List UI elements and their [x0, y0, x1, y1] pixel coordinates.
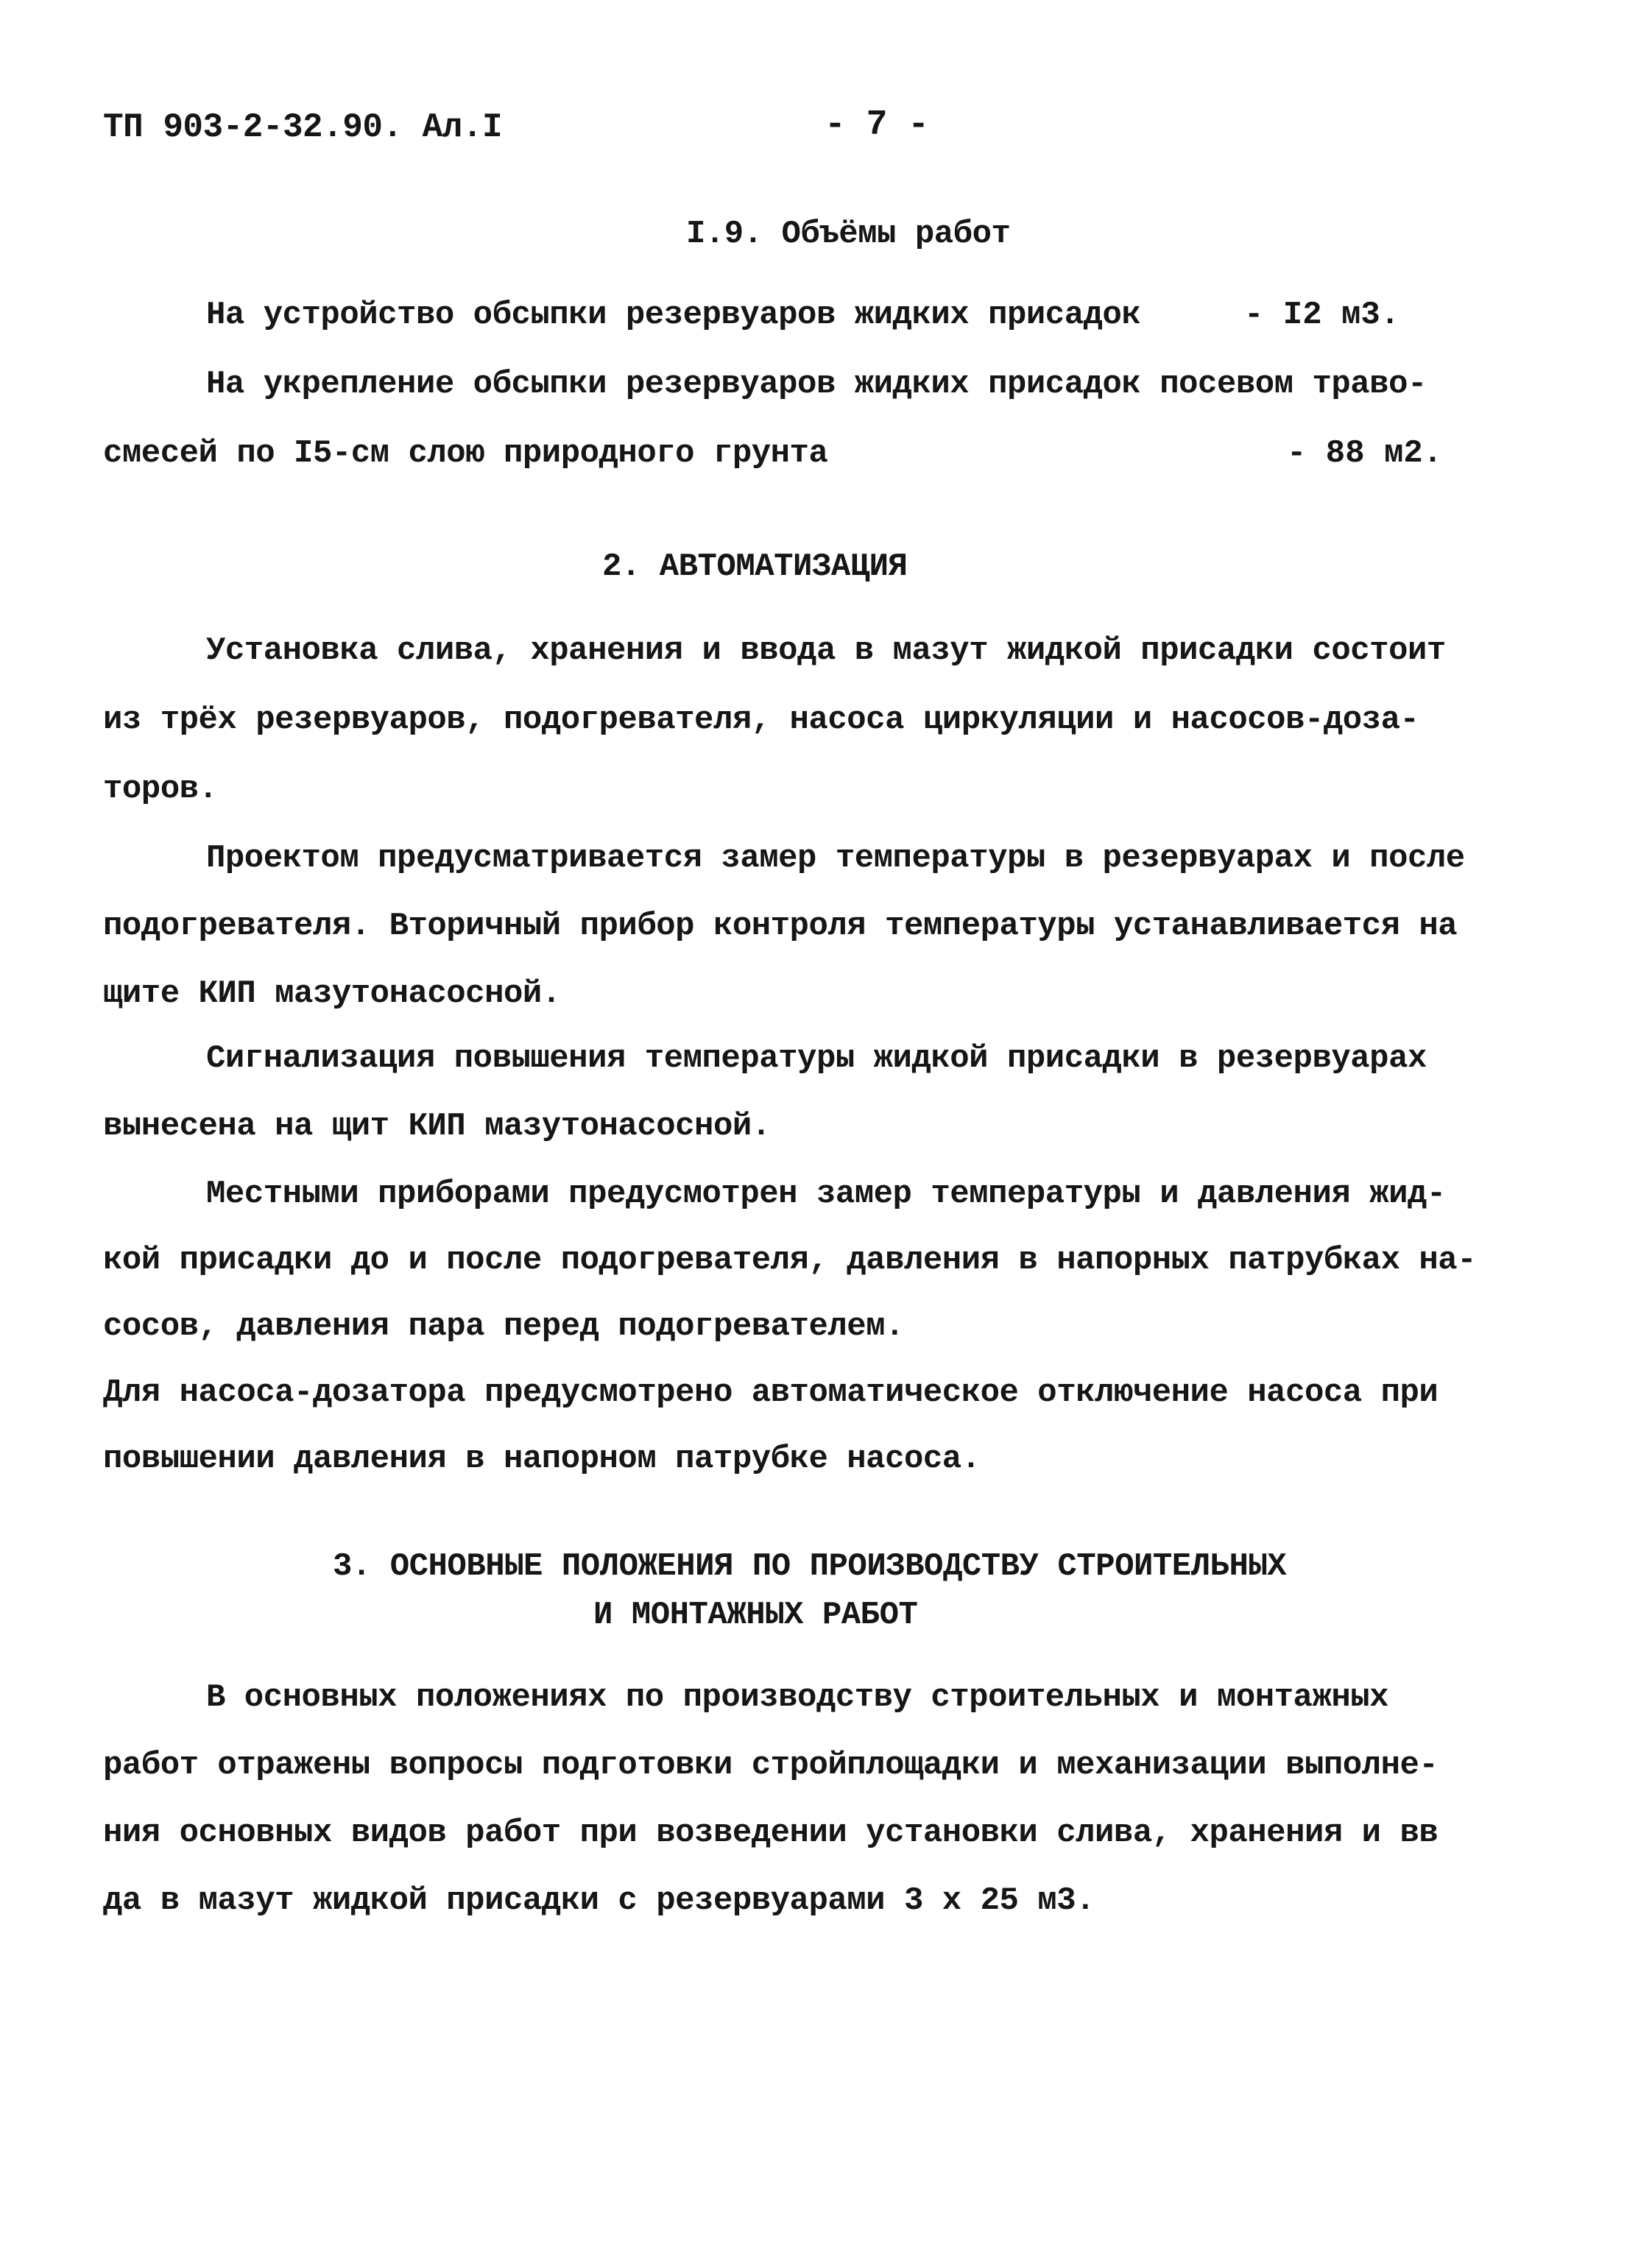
text-line: работ отражены вопросы подготовки стройплощадки и механизации выполне-: [103, 1747, 1439, 1784]
volume-item-1-value: - I2 м3.: [1244, 297, 1400, 333]
volume-item-2-line-2: смесей по I5-см слою природного грунта: [103, 435, 828, 472]
volume-item-1-text: На устройство обсыпки резервуаров жидких присадок: [206, 297, 1141, 333]
page-number: - 7 -: [825, 105, 929, 145]
document-code: ТП 903-2-32.90. Ал.I: [103, 108, 503, 146]
volume-item-2-value: - 88 м2.: [1287, 435, 1443, 472]
text-line: кой присадки до и после подогревателя, давления в напорных патрубках на-: [103, 1242, 1477, 1279]
section-title-3-line-1: 3. ОСНОВНЫЕ ПОЛОЖЕНИЯ ПО ПРОИЗВОДСТВУ СТРОИТЕЛЬНЫХ: [333, 1548, 1287, 1585]
text-line: В основных положениях по производству строительных и монтажных: [206, 1679, 1389, 1716]
text-line: повышении давления в напорном патрубке насоса.: [103, 1441, 981, 1477]
text-line: Сигнализация повышения температуры жидкой присадки в резервуарах: [206, 1040, 1427, 1077]
volume-item-2-line-1: На укрепление обсыпки резервуаров жидких присадок посевом траво-: [206, 366, 1427, 403]
section-title-3-line-2: И МОНТАЖНЫХ РАБОТ: [593, 1597, 918, 1634]
text-line: Местными приборами предусмотрен замер температуры и давления жид-: [206, 1176, 1446, 1212]
text-line: Проектом предусматривается замер температуры в резервуарах и после: [206, 840, 1465, 877]
text-line: сосов, давления пара перед подогревателем.: [103, 1308, 904, 1345]
text-line: торов.: [103, 771, 218, 808]
text-line: да в мазут жидкой присадки с резервуарами 3 х 25 м3.: [103, 1882, 1095, 1919]
text-line: из трёх резервуаров, подогревателя, насоса циркуляции и насосов-доза-: [103, 702, 1419, 738]
text-line: вынесена на щит КИП мазутонасосной.: [103, 1108, 771, 1145]
text-line: подогревателя. Вторичный прибор контроля температуры устанавливается на: [103, 908, 1458, 944]
section-title-2: 2. АВТОМАТИЗАЦИЯ: [602, 548, 908, 585]
text-line: Установка слива, хранения и ввода в мазут жидкой присадки состоит: [206, 632, 1446, 669]
section-title-1-9: I.9. Объёмы работ: [686, 216, 1011, 253]
text-line: щите КИП мазутонасосной.: [103, 975, 561, 1012]
text-line: Для насоса-дозатора предусмотрено автоматическое отключение насоса при: [103, 1374, 1439, 1411]
text-line: ния основных видов работ при возведении установки слива, хранения и вв: [103, 1815, 1439, 1851]
